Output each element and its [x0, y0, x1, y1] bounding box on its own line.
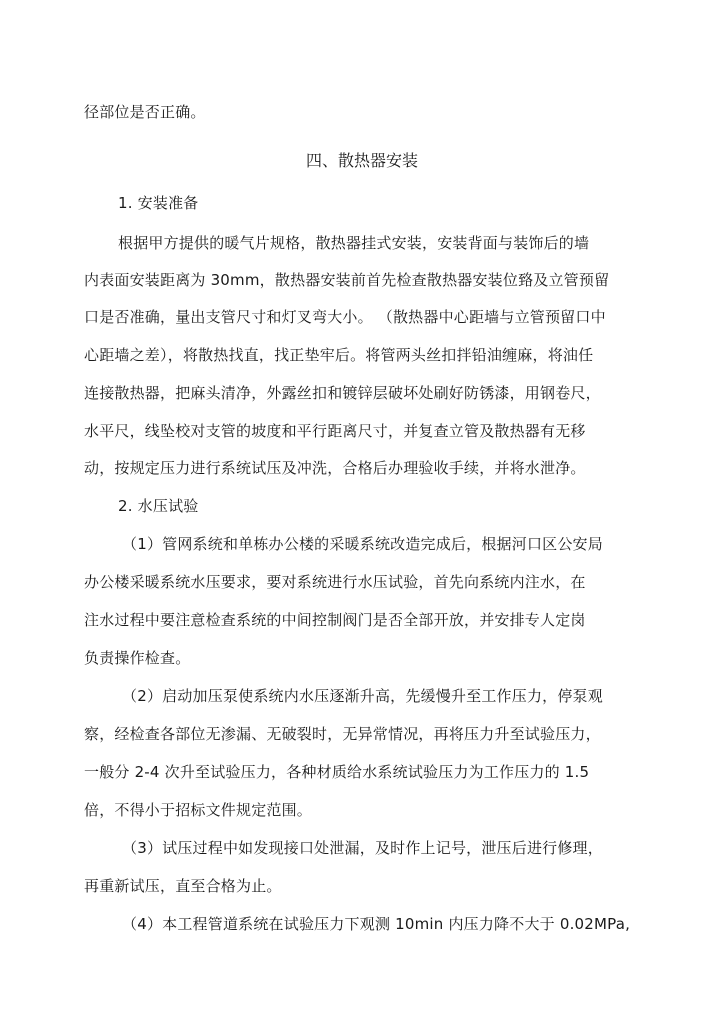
text-line: 心距墙之差），将散热找直，找正垫牢后。将管两头丝扣拌铅油缠麻，将油任	[84, 346, 594, 364]
text-line: 口是否准确，量出支管尺寸和灯叉弯大小。 （散热器中心距墙与立管预留口中	[84, 308, 606, 326]
text-line: （1）管网系统和单栋办公楼的采暖系统改造完成后，根据河口区公安局	[122, 535, 603, 553]
text-line: 注水过程中要注意检查系统的中间控制阀门是否全部开放，并安排专人定岗	[84, 611, 586, 629]
text-line: 动，按规定压力进行系统试压及冲洗，合格后办理验收手续，并将水泄净。	[84, 459, 586, 477]
text-line: 连接散热器，把麻头清净，外露丝扣和镀锌层破坏处刷好防锈漆，用钢卷尺，	[84, 384, 601, 402]
text-line: （4）本工程管道系统在试验压力下观测 10min 内压力降不大于 0.02MPa,	[122, 915, 631, 933]
text-line: 倍，不得小于招标文件规定范围。	[84, 801, 313, 819]
text-line: 内表面安装距离为 30mm，散热器安装前首先检查散热器安装位臵及立管预留	[84, 271, 610, 289]
text-line: （2）启动加压泵使系统内水压逐渐升高，先缓慢升至工作压力，停泵观	[122, 687, 603, 705]
section-title: 四、散热器安装	[305, 151, 418, 170]
text-line: 水平尺，线坠校对支管的坡度和平行距离尺寸，并复查立管及散热器有无移	[84, 422, 586, 440]
text-line: 一般分 2-4 次升至试验压力，各种材质给水系统试验压力为工作压力的 1.5	[84, 763, 590, 781]
subsection-heading: 1. 安装准备	[118, 194, 199, 212]
text-line: 再重新试压，直至合格为止。	[84, 877, 282, 895]
text-line: （3）试压过程中如发现接口处泄漏，及时作上记号，泄压后进行修理，	[122, 839, 603, 857]
text-line: 察，经检查各部位无渗漏、无破裂时，无异常情况，再将压力升至试验压力，	[84, 725, 601, 743]
text-line: 办公楼采暖系统水压要求，要对系统进行水压试验，首先向系统内注水，在	[84, 573, 586, 591]
text-line: 径部位是否正确。	[84, 103, 206, 121]
text-line: 负责操作检查。	[84, 649, 191, 667]
text-line: 根据甲方提供的暖气片规格，散热器挂式安装，安装背面与装饰后的墙	[118, 234, 590, 252]
subsection-heading: 2. 水压试验	[118, 497, 199, 515]
